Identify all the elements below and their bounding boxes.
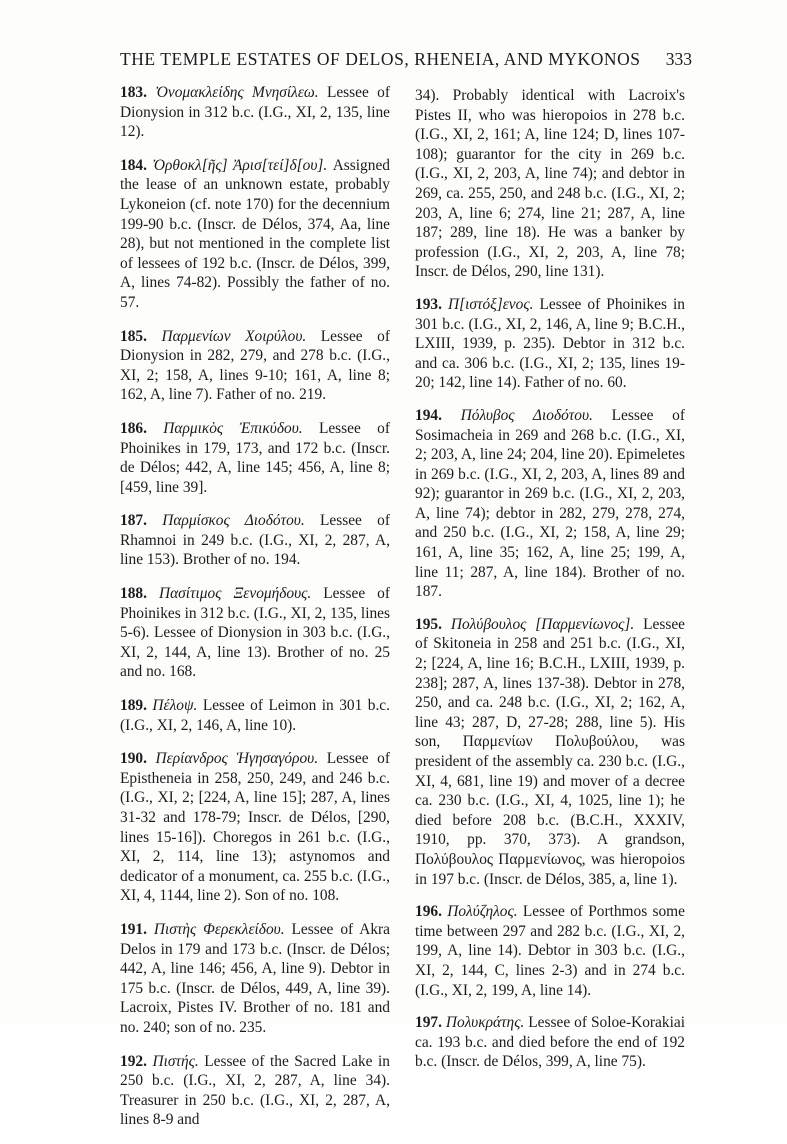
entry-greek-name: Πολύζηλος. bbox=[447, 903, 518, 921]
prosopography-entry bbox=[120, 83, 390, 142]
prosopography-entry bbox=[415, 295, 685, 393]
entry-greek-name: Π[ιστόξ]ενος. bbox=[447, 295, 534, 313]
prosopography-entry bbox=[120, 696, 390, 735]
entry-greek-name: Ὀνομακλείδης Μνησίλεω. bbox=[155, 84, 319, 101]
entry-number: 193. bbox=[415, 295, 442, 313]
entry-number: 192. bbox=[120, 1052, 147, 1070]
prosopography-entry bbox=[415, 902, 685, 1000]
entry-greek-name: Παρμίσκος Διοδότου. bbox=[162, 512, 305, 530]
prosopography-entry bbox=[120, 584, 390, 682]
entry-number: 184. bbox=[120, 156, 147, 174]
prosopography-entry bbox=[415, 615, 685, 889]
prosopography-entry bbox=[120, 419, 390, 497]
prosopography-entry bbox=[415, 86, 685, 282]
entry-text: Lessee of Dionysion in 312 b.c. (I.G., XI, 2, 135, line 12). bbox=[120, 84, 390, 141]
prosopography-entry bbox=[120, 1052, 390, 1130]
entry-number: 191. bbox=[120, 920, 147, 938]
entry-number: 194. bbox=[415, 406, 442, 424]
entry-greek-name: Πασίτιμος Ξενομήδους. bbox=[158, 585, 312, 603]
entry-number: 195. bbox=[415, 615, 442, 633]
entry-number: 190. bbox=[120, 750, 147, 768]
right-column bbox=[415, 86, 685, 1085]
entry-number: 197. bbox=[415, 1014, 442, 1032]
prosopography-entry bbox=[120, 327, 390, 405]
entry-text: Lessee of Soloe-Korakiai ca. 193 b.c. and died before the end of 192 b.c. (Inscr. de Délos, 399, A, line 75). bbox=[415, 1014, 685, 1071]
entry-text: Lessee of Phoinikes in 301 b.c. (I.G., XI, 2, 146, A, line 9; B.C.H., LXIII, 1939, p. 235). Debtor in 312 b.c. and ca. 306 b.c. (I.G., XI, 2; 135, lines 19-20; 142, line 14). Father of no. 60. bbox=[415, 295, 685, 392]
entry-greek-name: Πιστής. bbox=[152, 1052, 199, 1070]
entry-number: 196. bbox=[415, 903, 442, 921]
prosopography-entry bbox=[120, 511, 390, 570]
entry-greek-name: Πολυκράτης. bbox=[445, 1014, 525, 1032]
page-header bbox=[120, 49, 692, 77]
entry-number: 183. bbox=[120, 84, 147, 101]
prosopography-entry bbox=[120, 156, 390, 313]
entry-number: 185. bbox=[120, 327, 147, 345]
entry-text: Lessee of Phoinikes in 312 b.c. (I.G., XI, 2, 135, lines 5-6). Lessee of Dionysion in 303 b.c. (I.G., XI, 2, 144, A, line 13). Brother of no. 25 and no. 168. bbox=[120, 585, 390, 681]
prosopography-entry bbox=[415, 406, 685, 602]
running-title: THE TEMPLE ESTATES OF DELOS, RHENEIA, AND MYKONOS bbox=[120, 49, 641, 69]
entry-greek-name: Πόλυβος Διοδότου. bbox=[460, 406, 593, 424]
entry-greek-name: Ὀρθοκλ[ῆς] Ἀρισ[τεί]δ[ου]. bbox=[152, 156, 328, 174]
entry-greek-name: Παρμικὸς Ἐπικύδου. bbox=[163, 419, 303, 437]
entry-text: Lessee of the Sacred Lake in 250 b.c. (I.G., XI, 2, 287, A, line 34). Treasurer in 250 b.c. (I.G., XI, 2, 287, A, lines 8-9 and bbox=[120, 1052, 390, 1129]
entry-text: Lessee of Leimon in 301 b.c. (I.G., XI, 2, 146, A, line 10). bbox=[120, 697, 390, 734]
prosopography-entry bbox=[120, 749, 390, 906]
entry-greek-name: Πιστὴς Φερεκλείδου. bbox=[153, 920, 285, 938]
entry-greek-name: Πέλοψ. bbox=[152, 697, 198, 715]
entry-greek-name: Περίανδρος Ἡγησαγόρου. bbox=[155, 750, 319, 768]
prosopography-entry bbox=[415, 1013, 685, 1072]
entry-text: Lessee of Skitoneia in 258 and 251 b.c. (I.G., XI, 2; [224, A, line 16; B.C.H., LXIII, 1939, p. 238]; 287, A, lines 137-38). Debtor in 278, 250, and ca. 248 b.c. (I.G., XI, 2; 162, A, line 43; 287, D, 27-28; 288, line 5). His son, Παρμενίων Πολυβούλου, was president of the assembly ca. 230 b.c. (I.G., XI, 4, 681, line 19) and mover of a decree ca. 230 b.c. (I.G., XI, 4, 1025, line 1); he died before 208 b.c. (B.C.H., XXXIV, 1910, pp. 370, 373). A grandson, Πολύβουλος Παρμενίωνος, was hieropoios in 197 b.c. (Inscr. de Délos, 385, a, line 1). bbox=[415, 615, 685, 888]
entry-number: 189. bbox=[120, 697, 147, 715]
entry-text: Lessee of Dionysion in 282, 279, and 278 b.c. (I.G., XI, 2; 158, A, lines 9-10; 161, A, line 8; 162, A, line 7). Father of no. 219. bbox=[120, 327, 390, 404]
prosopography-entry bbox=[120, 920, 390, 1038]
page-number: 333 bbox=[665, 49, 692, 69]
entry-text: 34). Probably identical with Lacroix's Pistes II, who was hieropoios in 278 b.c. (I.G., XI, 2, 161; A, line 124; D, lines 107-108); guarantor for the city in 269 b.c. (I.G., XI, 2, 203, A, line 74); and debtor in 269, ca. 255, 250, and 248 b.c. (I.G., XI, 2; 203, A, line 6; 274, line 21; 287, A, line 187; 289, line 18). He was a banker by profession (I.G., XI, 2, 203, A, line 78; Inscr. de Délos, 290, line 131). bbox=[415, 87, 685, 281]
entry-greek-name: Πολύβουλος [Παρμενίωνος]. bbox=[450, 615, 635, 633]
entry-text: Lessee of Porthmos some time between 297 and 282 b.c. (I.G., XI, 2, 199, A, line 14). Debtor in 303 b.c. (I.G., XI, 2, 144, C, lines 2-3) and in 274 b.c. (I.G., XI, 2, 199, A, line 14). bbox=[415, 903, 685, 999]
left-column bbox=[120, 83, 390, 1144]
entry-text: Assigned the lease of an unknown estate, probably Lykoneion (cf. note 170) for the decennium 199-90 b.c. (Inscr. de Délos, 374, Aa, line 28), but not mentioned in the complete list of lessees of 192 b.c. (Inscr. de Délos, 399, A, lines 74-82). Possibly the father of no. 57. bbox=[120, 156, 390, 311]
entry-number: 187. bbox=[120, 512, 147, 530]
entry-text: Lessee of Phoinikes in 179, 173, and 172 b.c. (Inscr. de Délos; 442, A, line 145; 456, A, line 8; [459, line 39]. bbox=[120, 419, 390, 496]
entry-number: 186. bbox=[120, 419, 147, 437]
entry-greek-name: Παρμενίων Χοιρύλου. bbox=[161, 327, 307, 345]
entry-text: Lessee of Akra Delos in 179 and 173 b.c. (Inscr. de Délos; 442, A, line 146; 456, A, line 9). Debtor in 175 b.c. (Inscr. de Délos, 449, A, line 39). Lacroix, Pistes IV. Brother of no. 181 and no. 240; son of no. 235. bbox=[120, 920, 390, 1036]
entry-number: 188. bbox=[120, 585, 147, 603]
entry-text: Lessee of Rhamnoi in 249 b.c. (I.G., XI, 2, 287, A, line 153). Brother of no. 194. bbox=[120, 512, 390, 569]
entry-text: Lessee of Epistheneia in 258, 250, 249, and 246 b.c. (I.G., XI, 2; [224, A, line 15]; 287, A, lines 31-32 and 178-79; Inscr. de Délos, [290, lines 15-16]). Choregos in 261 b.c. (I.G., XI, 2, 114, line 13); astynomos and dedicator of a monument, ca. 255 b.c. (I.G., XI, 4, 1144, line 2). Son of no. 108. bbox=[120, 750, 390, 905]
entry-text: Lessee of Sosimacheia in 269 and 268 b.c. (I.G., XI, 2; 203, A, line 24; 204, line 20). Epimeletes in 269 b.c. (I.G., XI, 2, 203, A, lines 89 and 92); guarantor in 269 b.c. (I.G., XI, 2, 203, A, line 74); debtor in 282, 279, 278, 274, and 250 b.c. (I.G., XI, 2; 158, A, line 29; 161, A, line 35; 162, A, line 25; 199, A, line 11; 287, A, line 184). Brother of no. 187. bbox=[415, 406, 685, 601]
